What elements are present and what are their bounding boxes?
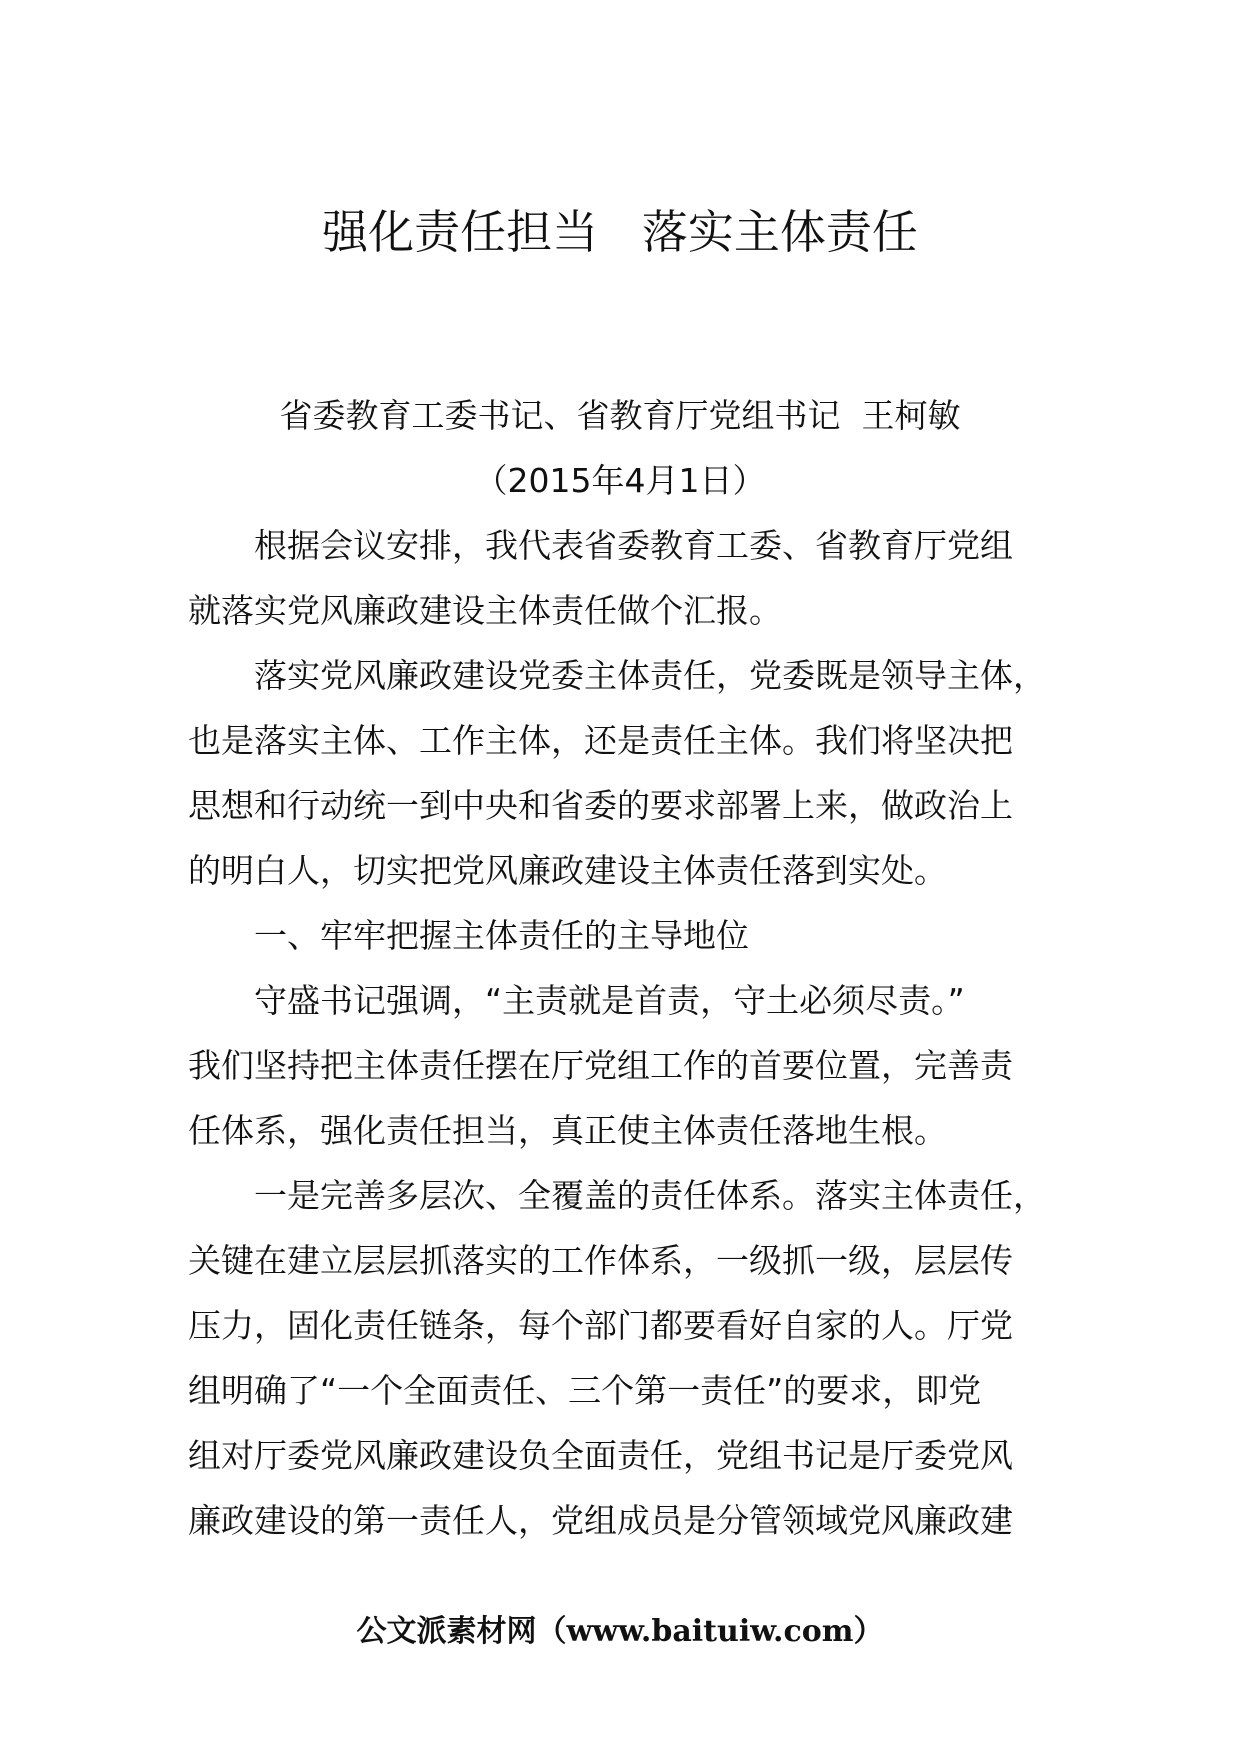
body-line: 一是完善多层次、全覆盖的责任体系。落实主体责任， bbox=[254, 1176, 1046, 1215]
body-line: 组对厅委党风廉政建设负全面责任，党组书记是厅委党风 bbox=[188, 1436, 1013, 1475]
footer-watermark: 公文派素材网（www.baituiw.com） bbox=[356, 1614, 884, 1649]
body-line: 守盛书记强调，“主责就是首责，守土必须尽责。” bbox=[254, 981, 965, 1020]
body-line: 一、牢牢把握主体责任的主导地位 bbox=[254, 916, 749, 955]
document-body bbox=[188, 522, 1088, 1562]
body-line: 就落实党风廉政建设主体责任做个汇报。 bbox=[188, 591, 782, 630]
body-line: 的明白人，切实把党风廉政建设主体责任落到实处。 bbox=[188, 851, 947, 890]
body-line: 根据会议安排，我代表省委教育工委、省教育厅党组 bbox=[254, 526, 1013, 565]
document-date: （2015年4月1日） bbox=[474, 461, 766, 500]
document-title: 强化责任担当 落实主体责任 bbox=[322, 205, 918, 259]
body-line: 关键在建立层层抓落实的工作体系，一级抓一级，层层传 bbox=[188, 1241, 1013, 1280]
body-line: 廉政建设的第一责任人，党组成员是分管领域党风廉政建 bbox=[188, 1501, 1013, 1540]
body-line: 落实党风廉政建设党委主体责任，党委既是领导主体， bbox=[254, 656, 1046, 695]
document-author: 省委教育工委书记、省教育厅党组书记 王柯敏 bbox=[279, 396, 961, 435]
body-line: 任体系，强化责任担当，真正使主体责任落地生根。 bbox=[188, 1111, 947, 1150]
body-line: 我们坚持把主体责任摆在厅党组工作的首要位置，完善责 bbox=[188, 1046, 1013, 1085]
body-line: 组明确了“一个全面责任、三个第一责任”的要求，即党 bbox=[188, 1371, 982, 1410]
body-line: 也是落实主体、工作主体，还是责任主体。我们将坚决把 bbox=[188, 721, 1013, 760]
body-line: 压力，固化责任链条，每个部门都要看好自家的人。厅党 bbox=[188, 1306, 1013, 1345]
body-line: 思想和行动统一到中央和省委的要求部署上来，做政治上 bbox=[188, 786, 1013, 825]
